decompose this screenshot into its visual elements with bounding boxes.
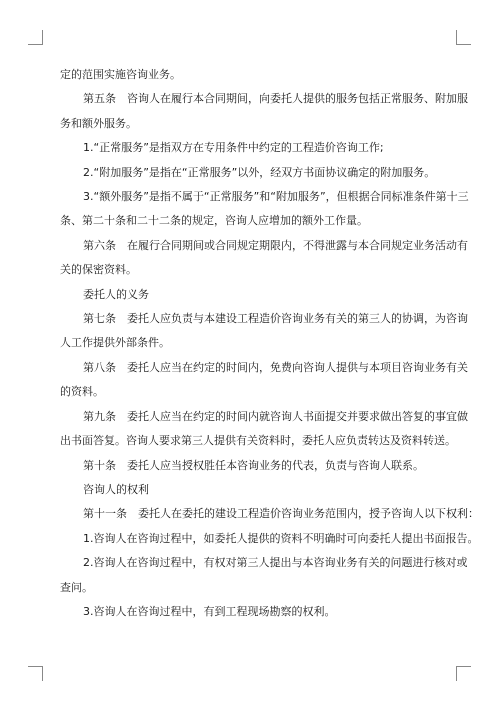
text-line: 1.咨询人在咨询过程中，如委托人提供的资料不明确时可向委托人提出书面报告。 xyxy=(83,531,479,545)
text-line: 3.“额外服务”是指不属于“正常服务”和“附加服务”，但根据合同标准条件第十三 xyxy=(83,190,469,204)
text-line: 委托人的义务 xyxy=(83,287,149,301)
text-line: 2.咨询人在咨询过程中，有权对第三人提出与本咨询业务有关的问题进行核对或 xyxy=(83,556,468,570)
text-line: 查问。 xyxy=(60,580,93,594)
text-line: 务和额外服务。 xyxy=(60,116,137,130)
text-line: 条、第二十条和二十二条的规定，咨询人应增加的额外工作量。 xyxy=(60,214,368,228)
crop-mark-top-right xyxy=(456,30,471,45)
text-line: 2.“附加服务”是指在“正常服务”以外，经双方书面协议确定的附加服务。 xyxy=(83,165,436,179)
crop-mark-bottom-left xyxy=(28,666,43,681)
text-line: 定的范围实施咨询业务。 xyxy=(60,68,181,81)
text-line: 的资料。 xyxy=(60,385,104,399)
text-line: 出书面答复。咨询人要求第三人提供有关资料时，委托人应负责转达及资料转送。 xyxy=(60,434,456,448)
text-line: 人工作提供外部条件。 xyxy=(60,336,170,350)
crop-mark-top-left xyxy=(28,30,43,45)
text-line: 第八条 委托人应当在约定的时间内，免费向咨询人提供与本项目咨询业务有关 xyxy=(83,360,468,374)
text-line: 第七条 委托人应负责与本建设工程造价咨询业务有关的第三人的协调，为咨询 xyxy=(83,312,468,326)
text-line: 3.咨询人在咨询过程中，有到工程现场勘察的权利。 xyxy=(83,604,336,618)
text-line: 咨询人的权利 xyxy=(83,482,149,496)
text-line: 1.“正常服务”是指双方在专用条件中约定的工程造价咨询工作; xyxy=(83,141,384,155)
document-body xyxy=(60,63,479,624)
crop-mark-bottom-right xyxy=(456,666,471,681)
text-line: 第十一条 委托人在委托的建设工程造价咨询业务范围内，授予咨询人以下权利： xyxy=(83,507,479,521)
text-line: 第五条 咨询人在履行本合同期间，向委托人提供的服务包括正常服务、附加服 xyxy=(83,92,468,106)
text-line: 第十条 委托人应当授权胜任本咨询业务的代表，负责与咨询人联系。 xyxy=(83,458,424,472)
text-line: 第九条 委托人应当在约定的时间内就咨询人书面提交并要求做出答复的事宜做 xyxy=(83,409,468,423)
text-line: 关的保密资料。 xyxy=(60,263,137,277)
text-line: 第六条 在履行合同期间或合同规定期限内，不得泄露与本合同规定业务活动有 xyxy=(83,238,468,252)
